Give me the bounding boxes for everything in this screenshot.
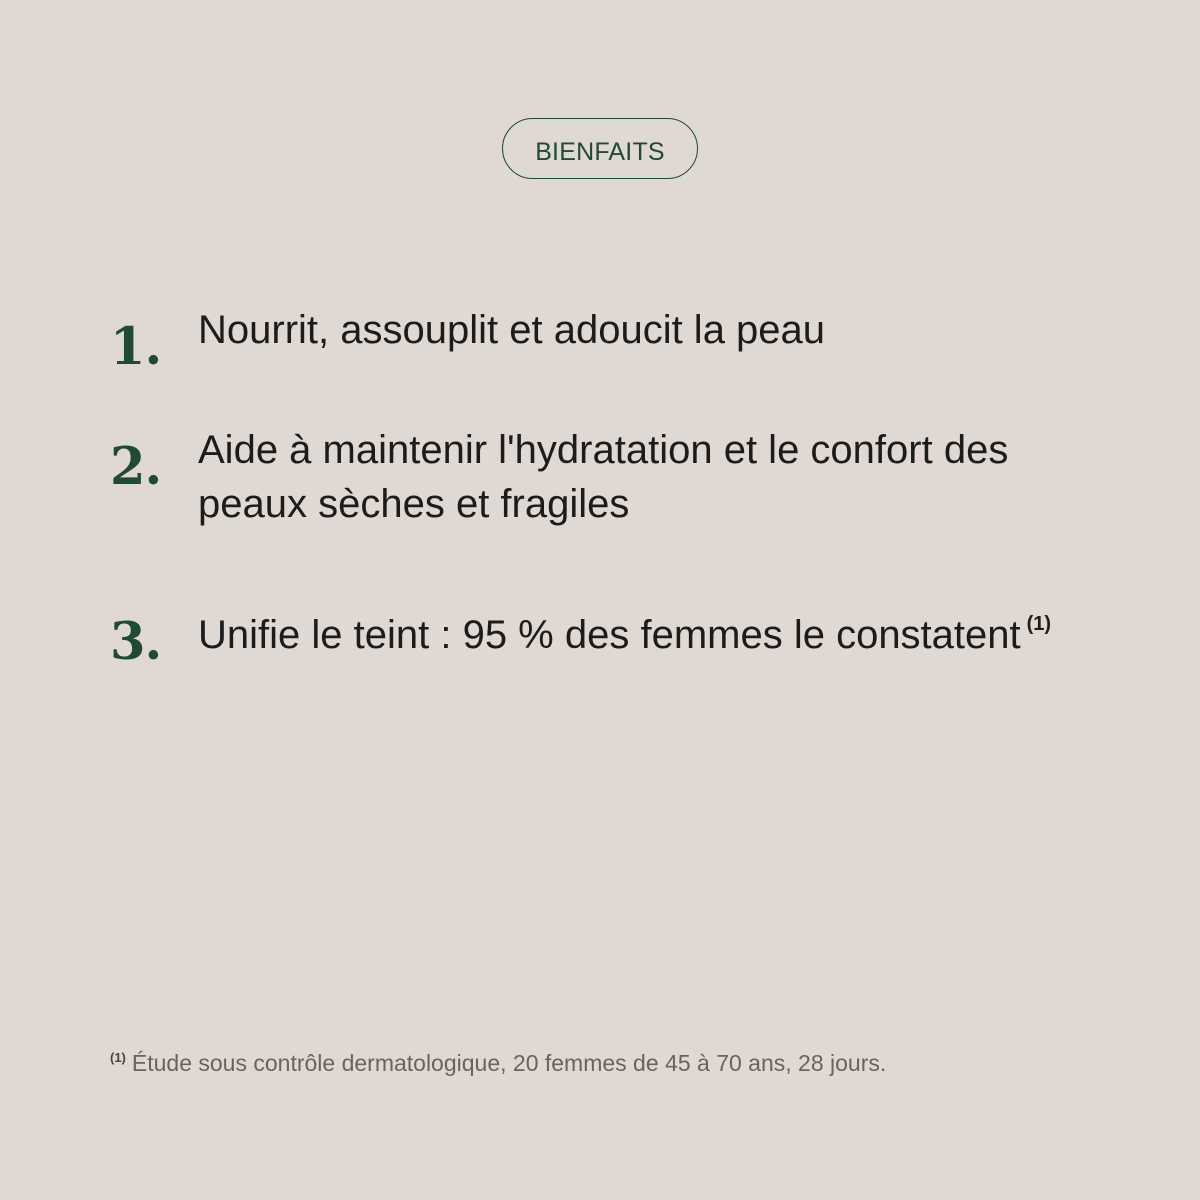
benefit-number: 3. bbox=[110, 612, 162, 672]
footnote-marker: (1) bbox=[110, 1050, 126, 1065]
footnote bbox=[110, 1050, 886, 1077]
benefit-text-wrap bbox=[198, 597, 1098, 662]
benefits-badge bbox=[502, 118, 698, 179]
benefit-number: 2. bbox=[110, 437, 162, 497]
benefit-number: 1. bbox=[110, 317, 162, 377]
footnote-reference: (1) bbox=[1026, 613, 1052, 635]
badge-label: BIENFAITS bbox=[535, 137, 665, 166]
benefit-text: Unifie le teint : 95 % des femmes le constatent bbox=[198, 613, 1021, 657]
benefit-text: Aide à maintenir l'hydratation et le confort des peaux sèches et fragiles bbox=[198, 428, 1009, 526]
footnote-text: Étude sous contrôle dermatologique, 20 femmes de 45 à 70 ans, 28 jours. bbox=[131, 1050, 887, 1076]
benefit-text: Nourrit, assouplit et adoucit la peau bbox=[198, 308, 826, 352]
